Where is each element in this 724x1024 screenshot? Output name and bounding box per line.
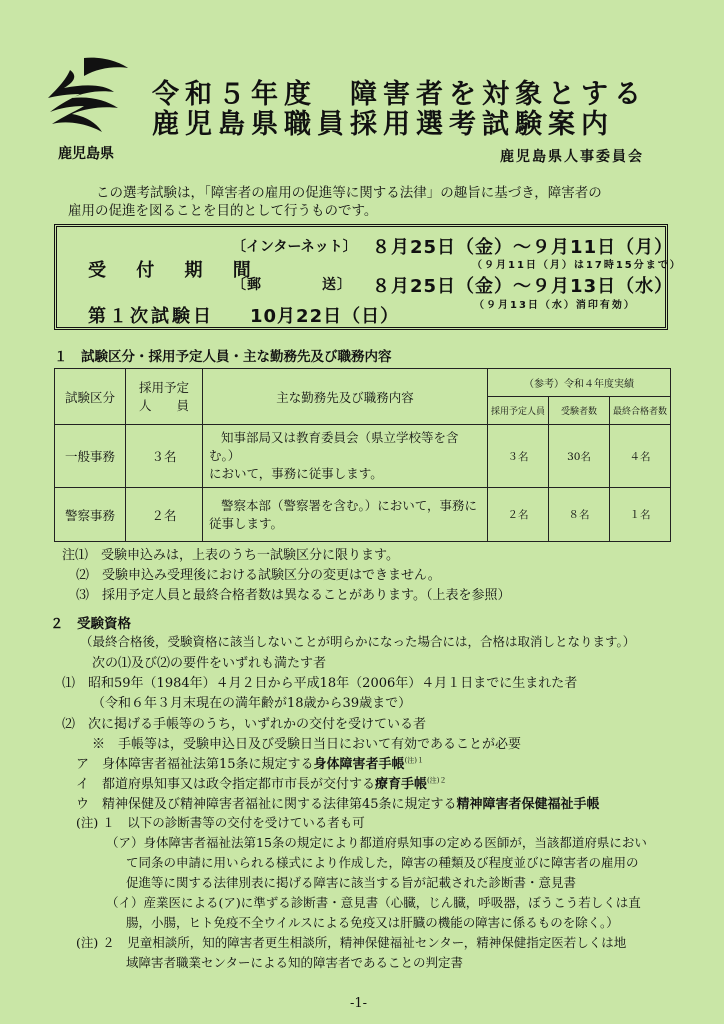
header-category: 試験区分: [55, 369, 126, 425]
kagoshima-prefecture-emblem-icon: [44, 54, 134, 134]
exam-date-label: 第１次試験日: [88, 306, 214, 327]
handbook-text: イ 都道府県知事又は政令指定都市市長が交付する: [76, 777, 376, 792]
footnote-2: (注) ２ 児童相談所，知的障害者更生相談所，精神保健福祉センター，精神保健指定医若しくは地: [76, 935, 627, 950]
handbook-note-ref: (注)１: [404, 756, 425, 765]
qualification-line: 次の⑴及び⑵の要件をいずれも満たす者: [92, 656, 327, 671]
footnote-1a: （ア）身体障害者福祉法第15条の規定により都道府県知事の定める医師が，当該都道府県におい: [106, 835, 647, 850]
row-duties: [203, 425, 488, 488]
handbook-item-u: [76, 793, 600, 812]
header-duties: 主な勤務先及び職務内容: [203, 369, 488, 425]
intro-line: 雇用の促進を図ることを目的として行うものです。: [68, 203, 378, 219]
exam-date: 10月22日（日）: [250, 306, 400, 327]
qualification-note: （最終合格後，受験資格に該当しないことが明らかになった場合には，合格は取消しとなります。）: [80, 634, 636, 649]
qualification-line: ⑵ 次に掲げる手帳等のうち，いずれかの交付を受けている者: [62, 717, 427, 732]
row-planned: ３名: [126, 425, 203, 488]
handbook-text: ア 身体障害者福祉法第15条に規定する: [76, 757, 314, 772]
row-duties: [203, 488, 488, 542]
footnote-1b: （イ）産業医による(ア)に準ずる診断書・意見書（心臓，じん臓，呼吸器，ぼうこう若しくは直: [106, 895, 641, 910]
row-category: 警察事務: [55, 488, 126, 542]
footnote-1a: 促進等に関する法律別表に掲げる障害に該当する旨が記載された診断書・意見書: [126, 875, 577, 890]
header-planned-line: 人 員: [138, 397, 189, 413]
table-row: [55, 488, 671, 542]
row-ref-planned: ２名: [488, 488, 549, 542]
internet-label: 〔インターネット〕: [232, 239, 357, 255]
row-ref-applicants: 30名: [549, 425, 610, 488]
header-reference: （参考）令和４年度実績: [488, 369, 671, 397]
handbook-item-a: [76, 753, 424, 772]
row-ref-passed: ４名: [610, 425, 671, 488]
row-category: 一般事務: [55, 425, 126, 488]
section2-heading: ２ 受験資格: [50, 616, 131, 632]
reception-label: 受 付 期 間: [88, 260, 263, 281]
header-planned-line: 採用予定: [138, 379, 189, 395]
footnote-2: 域障害者職業センターによる知的障害者であることの判定書: [126, 955, 464, 970]
row-duties-line: 警察本部（警察署を含む。）において，事務に: [221, 497, 478, 513]
mail-deadline-note: （９月13日（水）消印有効）: [474, 300, 636, 311]
row-duties-line: において，事務に従事します。: [209, 466, 383, 481]
row-duties-line: 従事します。: [209, 515, 284, 531]
page-title-line1: 令和５年度 障害者を対象とする: [152, 79, 647, 110]
header-ref-planned: 採用予定人員: [488, 397, 549, 425]
handbook-name: 身体障害者手帳: [313, 757, 405, 772]
row-ref-passed: １名: [610, 488, 671, 542]
footnote-1a: て同条の申請に用いられる様式により作成した，障害の種類及び程度並びに障害者の雇用の: [126, 855, 639, 870]
row-ref-applicants: ８名: [549, 488, 610, 542]
page-title-line2: 鹿児島県職員採用選考試験案内: [152, 109, 614, 140]
handbook-note-ref: (注)２: [427, 776, 447, 785]
footnote-1: (注) １ 以下の診断書等の交付を受けている者も可: [76, 815, 365, 830]
intro-line: この選考試験は，「障害者の雇用の促進等に関する法律」の趣旨に基づき，障害者の: [96, 185, 602, 201]
row-planned: ２名: [126, 488, 203, 542]
internet-deadline-note: （９月11日（月）は17時15分まで）: [472, 260, 682, 271]
internet-period: ８月25日（金）～９月11日（月）: [372, 237, 674, 258]
mail-period: ８月25日（金）～９月13日（水）: [372, 276, 674, 297]
row-ref-planned: ３名: [488, 425, 549, 488]
handbook-item-i: [76, 773, 447, 792]
footnote-1b: 腸，小腸，ヒト免疫不全ウイルスによる免疫又は肝臓の機能の障害に係るものを除く。）: [126, 915, 619, 930]
handbook-name: 精神障害者保健福祉手帳: [456, 797, 600, 812]
header-ref-applicants: 受験者数: [549, 397, 610, 425]
positions-table: [54, 368, 671, 542]
qualification-line: ⑴ 昭和59年（1984年）４月２日から平成18年（2006年）４月１日までに生まれた者: [62, 676, 578, 691]
table-note: ⑵ 受験申込み受理後における試験区分の変更はできません。: [76, 568, 441, 583]
table-note: ⑶ 採用予定人員と最終合格者数は異なることがあります。（上表を参照）: [76, 588, 511, 603]
section1-heading: １ 試験区分・採用予定人員・主な勤務先及び職務内容: [54, 349, 392, 365]
mail-label: 〔郵 送〕: [232, 277, 352, 293]
issuer-name: 鹿児島県人事委員会: [500, 149, 644, 165]
table-note: 注⑴ 受験申込みは，上表のうち一試験区分に限ります。: [62, 548, 399, 563]
table-row: [55, 425, 671, 488]
handbook-name: 療育手帳: [375, 777, 428, 792]
handbook-text: ウ 精神保健及び精神障害者福祉に関する法律第45条に規定する: [76, 797, 457, 812]
header-ref-passed: 最終合格者数: [610, 397, 671, 425]
intro-paragraph: [68, 184, 668, 220]
qualification-line: （令和６年３月末現在の満年齢が18歳から39歳まで）: [92, 696, 412, 711]
org-name: 鹿児島県: [58, 146, 114, 162]
row-duties-line: 知事部局又は教育委員会（県立学校等を含む。）: [209, 430, 459, 463]
page-number: -1-: [350, 996, 368, 1011]
qualification-line: ※ 手帳等は，受験申込日及び受験日当日において有効であることが必要: [92, 737, 522, 752]
header-planned: [126, 369, 203, 425]
